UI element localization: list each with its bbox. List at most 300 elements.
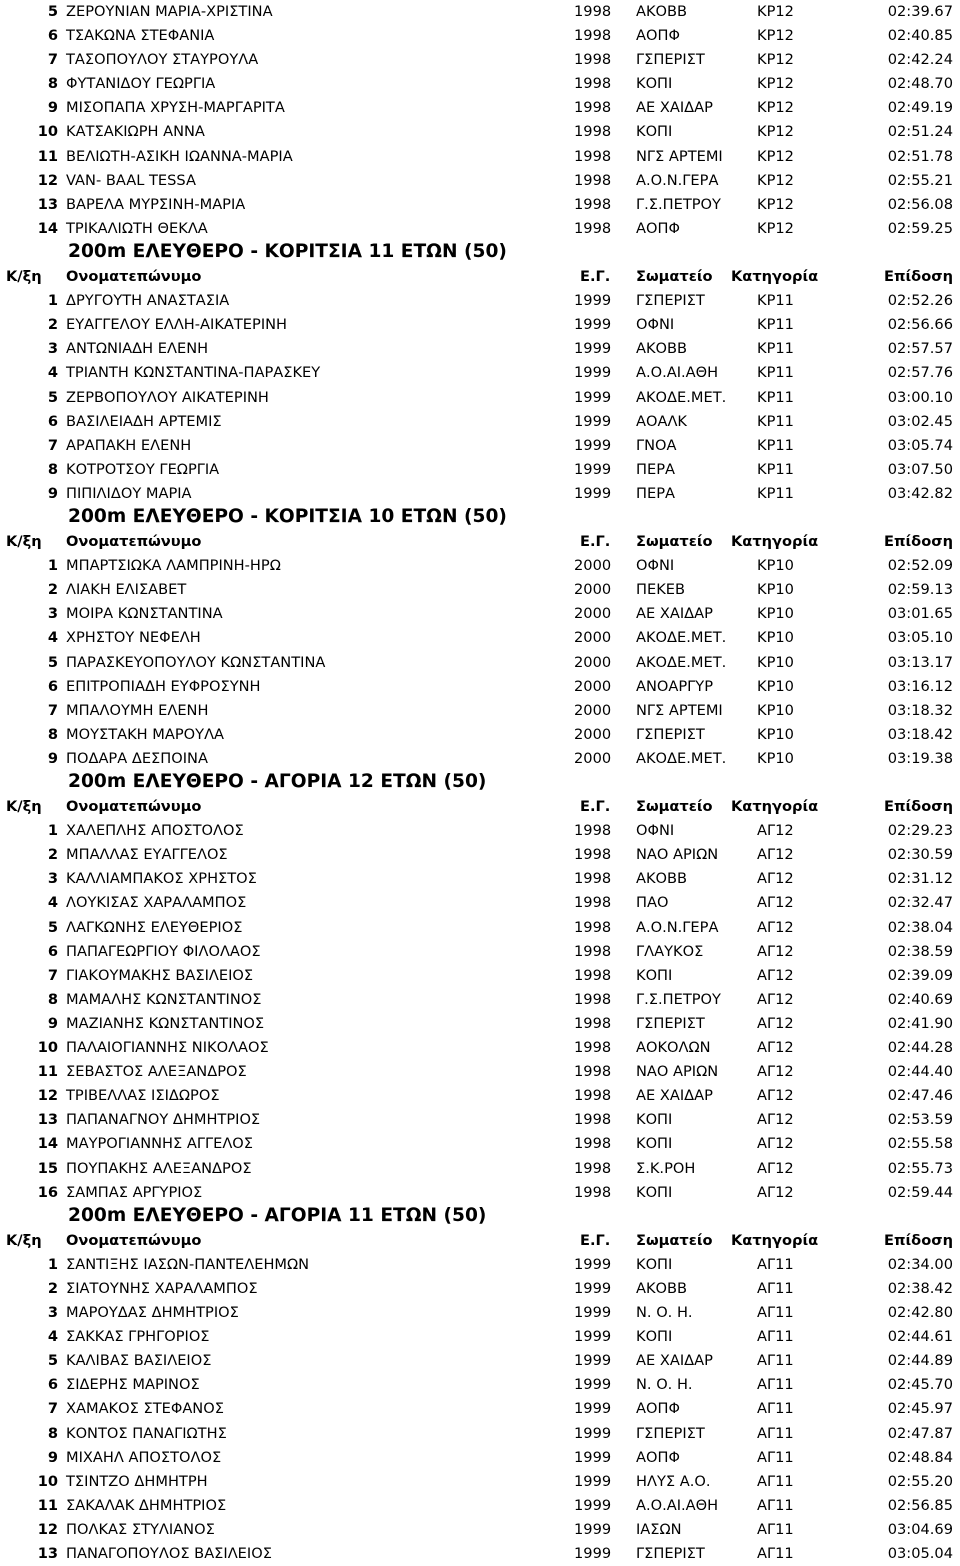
birth-year: 1999 (574, 436, 612, 454)
swim-time: 02:32.47 (887, 894, 953, 912)
swim-time: 02:48.70 (887, 75, 953, 93)
category-cell: ΑΓ12 (757, 822, 794, 840)
column-header-row (0, 1229, 960, 1253)
birth-year: 1998 (574, 123, 612, 141)
result-row (0, 964, 960, 988)
rank-cell: 7 (47, 436, 58, 454)
birth-year: 2000 (574, 605, 612, 623)
category-cell: ΑΓ11 (757, 1424, 794, 1442)
result-row (0, 1036, 960, 1060)
athlete-name: ΣΑΚΚΑΣ ΓΡΗΓΟΡΙΟΣ (66, 1328, 210, 1346)
rank-cell: 6 (47, 27, 58, 45)
category-cell: ΑΓ12 (757, 1039, 794, 1057)
athlete-name: ΚΑΤΣΑΚΙΩΡΗ ΑΝΝΑ (66, 123, 205, 141)
category-cell: ΚΡ11 (757, 484, 794, 502)
rank-cell: 10 (37, 1039, 58, 1057)
athlete-name: ΜΑΜΑΛΗΣ ΚΩΝΣΤΑΝΤΙΝΟΣ (66, 990, 262, 1008)
birth-year: 2000 (574, 701, 612, 719)
club-name: Σ.Κ.ΡΟΗ (636, 1159, 696, 1177)
club-name: ΝΑΟ ΑΡΙΩΝ (636, 846, 719, 864)
birth-year: 2000 (574, 725, 612, 743)
rank-cell: 10 (37, 1472, 58, 1490)
category-cell: ΚΡ12 (757, 219, 794, 237)
club-name: ΙΑΣΩΝ (636, 1520, 682, 1538)
athlete-name: ΒΑΡΕΛΑ ΜΥΡΣΙΝΗ-ΜΑΡΙΑ (66, 195, 246, 213)
athlete-name: ΤΑΣΟΠΟΥΛΟΥ ΣΤΑΥΡΟΥΛΑ (66, 51, 259, 69)
rank-cell: 9 (47, 749, 58, 767)
athlete-name: ΜΑΡΟΥΔΑΣ ΔΗΜΗΤΡΙΟΣ (66, 1304, 239, 1322)
athlete-name: ΣΙΔΕΡΗΣ ΜΑΡΙΝΟΣ (66, 1376, 200, 1394)
category-cell: ΑΓ11 (757, 1328, 794, 1346)
birth-year: 1999 (574, 1328, 612, 1346)
athlete-name: ΜΠΑΛΟΥΜΗ ΕΛΕΝΗ (66, 701, 209, 719)
result-row (0, 1349, 960, 1373)
rank-cell: 6 (47, 412, 58, 430)
result-row (0, 289, 960, 313)
category-cell: ΚΡ12 (757, 27, 794, 45)
category-cell: ΑΓ11 (757, 1304, 794, 1322)
athlete-name: ΔΡΥΓΟΥΤΗ ΑΝΑΣΤΑΣΙΑ (66, 292, 230, 310)
swim-time: 03:05.74 (887, 436, 953, 454)
swim-time: 03:18.32 (887, 701, 953, 719)
swim-time: 02:47.87 (887, 1424, 953, 1442)
swim-time: 02:40.85 (887, 27, 953, 45)
result-row (0, 193, 960, 217)
birth-year: 2000 (574, 629, 612, 647)
swim-time: 02:45.97 (887, 1400, 953, 1418)
category-cell: ΑΓ12 (757, 894, 794, 912)
athlete-name: ΠΑΛΑΙΟΓΙΑΝΝΗΣ ΝΙΚΟΛΑΟΣ (66, 1039, 269, 1057)
birth-year: 1999 (574, 1545, 612, 1562)
club-name: ΑΚΟΔΕ.ΜΕΤ. (636, 629, 727, 647)
result-row (0, 169, 960, 193)
athlete-name: ΜΑΥΡΟΓΙΑΝΝΗΣ ΑΓΓΕΛΟΣ (66, 1135, 254, 1153)
result-row (0, 1157, 960, 1181)
athlete-name: VAN- BAAL TESSA (66, 171, 196, 189)
result-row (0, 1181, 960, 1205)
athlete-name: ΑΡΑΠΑΚΗ ΕΛΕΝΗ (66, 436, 192, 454)
rank-cell: 14 (37, 1135, 58, 1153)
results-section (0, 506, 960, 771)
birth-year: 1998 (574, 1039, 612, 1057)
athlete-name: ΤΡΙΒΕΛΛΑΣ ΙΣΙΔΩΡΟΣ (66, 1087, 220, 1105)
birth-year: 2000 (574, 581, 612, 599)
name-header: Ονοματεπώνυμο (66, 798, 202, 816)
result-row (0, 72, 960, 96)
birth-year: 1998 (574, 195, 612, 213)
athlete-name: ΣΑΚΑΛΑΚ ΔΗΜΗΤΡΙΟΣ (66, 1496, 227, 1514)
category-cell: ΚΡ10 (757, 629, 794, 647)
category-cell: ΚΡ10 (757, 725, 794, 743)
athlete-name: ΖΕΡΟΥΝΙΑΝ ΜΑΡΙΑ-ΧΡΙΣΤΙΝΑ (66, 3, 273, 20)
result-row (0, 626, 960, 650)
swim-time: 02:40.69 (887, 990, 953, 1008)
athlete-name: ΦΥΤΑΝΙΔΟΥ ΓΕΩΡΓΙΑ (66, 75, 216, 93)
name-header: Ονοματεπώνυμο (66, 533, 202, 551)
birth-year: 1998 (574, 1063, 612, 1081)
athlete-name: ΕΥΑΓΓΕΛΟΥ ΕΛΛΗ-ΑΙΚΑΤΕΡΙΝΗ (66, 316, 288, 334)
athlete-name: ΠΟΥΠΑΚΗΣ ΑΛΕΞΑΝΔΡΟΣ (66, 1159, 252, 1177)
athlete-name: ΜΑΖΙΑΝΗΣ ΚΩΝΣΤΑΝΤΙΝΟΣ (66, 1014, 265, 1032)
result-row (0, 554, 960, 578)
birth-year: 1998 (574, 219, 612, 237)
event-title: 200m ΕΛΕΥΘΕΡΟ - ΑΓΟΡΙΑ 11 ΕΤΩΝ (50) (68, 1204, 487, 1226)
club-name: Ν. Ο. Η. (636, 1304, 693, 1322)
section-title (0, 241, 960, 265)
rank-cell: 8 (47, 1424, 58, 1442)
category-cell: ΚΡ10 (757, 557, 794, 575)
birth-year: 2000 (574, 749, 612, 767)
result-row (0, 1542, 960, 1566)
category-cell: ΚΡ10 (757, 749, 794, 767)
category-cell: ΑΓ12 (757, 1111, 794, 1129)
athlete-name: ΤΣΙΝΤΖΟ ΔΗΜΗΤΡΗ (66, 1472, 208, 1490)
birth-year: 1999 (574, 1472, 612, 1490)
swim-time: 03:18.42 (887, 725, 953, 743)
birth-year: 1998 (574, 1183, 612, 1201)
athlete-name: ΧΑΛΕΠΛΗΣ ΑΠΟΣΤΟΛΟΣ (66, 822, 244, 840)
category-cell: ΑΓ11 (757, 1255, 794, 1273)
rank-cell: 12 (37, 171, 58, 189)
club-name: ΑΚΟΒΒ (636, 870, 688, 888)
category-cell: ΚΡ11 (757, 364, 794, 382)
category-cell: ΑΓ11 (757, 1496, 794, 1514)
swim-time: 02:38.04 (887, 918, 953, 936)
swim-time: 02:51.24 (887, 123, 953, 141)
birth-year: 1998 (574, 171, 612, 189)
result-row (0, 1084, 960, 1108)
club-name: Α.Ο.Ν.ΓΕΡΑ (636, 918, 719, 936)
birth-year: 2000 (574, 557, 612, 575)
swim-time: 02:29.23 (887, 822, 953, 840)
birth-year: 1999 (574, 1376, 612, 1394)
rank-cell: 8 (47, 460, 58, 478)
athlete-name: ΚΟΝΤΟΣ ΠΑΝΑΓΙΩΤΗΣ (66, 1424, 227, 1442)
swim-time: 02:59.44 (887, 1183, 953, 1201)
athlete-name: ΛΙΑΚΗ ΕΛΙΣΑΒΕΤ (66, 581, 187, 599)
swim-time: 02:42.24 (887, 51, 953, 69)
result-row (0, 1446, 960, 1470)
athlete-name: ΤΡΙΚΑΛΙΩΤΗ ΘΕΚΛΑ (66, 219, 208, 237)
category-cell: ΚΡ12 (757, 51, 794, 69)
category-cell: ΑΓ11 (757, 1448, 794, 1466)
results-section (0, 1205, 960, 1566)
rank-cell: 5 (47, 918, 58, 936)
club-name: ΠΕΡΑ (636, 484, 675, 502)
result-row (0, 988, 960, 1012)
rank-cell: 5 (47, 1352, 58, 1370)
birth-year: 1998 (574, 894, 612, 912)
birth-year: 1998 (574, 846, 612, 864)
result-row (0, 1253, 960, 1277)
club-name: ΓΣΠΕΡΙΣΤ (636, 1424, 705, 1442)
club-name: ΟΦΝΙ (636, 557, 675, 575)
birth-year: 1998 (574, 3, 612, 20)
category-cell: ΚΡ11 (757, 412, 794, 430)
swim-time: 03:07.50 (887, 460, 953, 478)
birth-year: 1998 (574, 1087, 612, 1105)
category-cell: ΚΡ12 (757, 171, 794, 189)
club-name: ΓΣΠΕΡΙΣΤ (636, 725, 705, 743)
birth-year: 1999 (574, 1400, 612, 1418)
rank-cell: 2 (47, 316, 58, 334)
result-row (0, 1060, 960, 1084)
category-cell: ΚΡ10 (757, 653, 794, 671)
birth-year: 1999 (574, 1520, 612, 1538)
birth-year: 1999 (574, 340, 612, 358)
rank-cell: 3 (47, 340, 58, 358)
club-name: ΓΝΟΑ (636, 436, 677, 454)
swim-time: 03:05.10 (887, 629, 953, 647)
club-name: ΑΟΑΛΚ (636, 412, 688, 430)
athlete-name: ΧΡΗΣΤΟΥ ΝΕΦΕΛΗ (66, 629, 201, 647)
athlete-name: ΠΟΛΚΑΣ ΣΤΥΛΙΑΝΟΣ (66, 1520, 215, 1538)
birth-year: 1999 (574, 292, 612, 310)
birth-year: 1999 (574, 1304, 612, 1322)
birth-year: 1998 (574, 147, 612, 165)
result-row (0, 313, 960, 337)
athlete-name: ΒΑΣΙΛΕΙΑΔΗ ΑΡΤΕΜΙΣ (66, 412, 222, 430)
club-name: ΠΕΡΑ (636, 460, 675, 478)
result-row (0, 458, 960, 482)
athlete-name: ΖΕΡΒΟΠΟΥΛΟΥ ΑΙΚΑΤΕΡΙΝΗ (66, 388, 269, 406)
club-name: ΓΛΑΥΚΟΣ (636, 942, 704, 960)
rank-header: Κ/ξη (6, 1231, 42, 1249)
club-name: ΟΦΝΙ (636, 822, 675, 840)
category-header: Κατηγορία (731, 268, 819, 286)
result-row (0, 1325, 960, 1349)
birth-year: 1998 (574, 870, 612, 888)
athlete-name: ΠΑΡΑΣΚΕΥΟΠΟΥΛΟΥ ΚΩΝΣΤΑΝΤΙΝΑ (66, 653, 326, 671)
birth-year: 1998 (574, 966, 612, 984)
category-cell: ΑΓ12 (757, 990, 794, 1008)
rank-header: Κ/ξη (6, 268, 42, 286)
section-title (0, 1205, 960, 1229)
result-row (0, 747, 960, 771)
category-cell: ΚΡ11 (757, 316, 794, 334)
column-header-row (0, 265, 960, 289)
result-row (0, 1518, 960, 1542)
club-name: Γ.Σ.ΠΕΤΡΟΥ (636, 990, 721, 1008)
result-row (0, 482, 960, 506)
club-name: ΑΕ ΧΑΙΔΑΡ (636, 1087, 713, 1105)
category-header: Κατηγορία (731, 533, 819, 551)
club-name: ΓΣΠΕΡΙΣΤ (636, 1545, 705, 1562)
birth-year: 2000 (574, 677, 612, 695)
birth-year: 1999 (574, 1352, 612, 1370)
category-cell: ΑΓ11 (757, 1279, 794, 1297)
club-name: ΑΚΟΔΕ.ΜΕΤ. (636, 653, 727, 671)
rank-cell: 5 (47, 653, 58, 671)
swim-time: 02:55.73 (887, 1159, 953, 1177)
result-row (0, 1494, 960, 1518)
club-name: ΑΕ ΧΑΙΔΑΡ (636, 1352, 713, 1370)
rank-cell: 1 (47, 822, 58, 840)
club-name: ΚΟΠΙ (636, 966, 673, 984)
club-header: Σωματείο (636, 798, 713, 816)
rank-cell: 15 (37, 1159, 58, 1177)
rank-cell: 5 (47, 388, 58, 406)
swim-time: 02:57.57 (887, 340, 953, 358)
club-name: ΑΟΚΟΛΩΝ (636, 1039, 711, 1057)
swim-time: 02:56.08 (887, 195, 953, 213)
rank-cell: 3 (47, 1304, 58, 1322)
category-header: Κατηγορία (731, 1231, 819, 1249)
rank-cell: 14 (37, 219, 58, 237)
club-name: ΓΣΠΕΡΙΣΤ (636, 51, 705, 69)
result-row (0, 434, 960, 458)
category-cell: ΚΡ12 (757, 75, 794, 93)
event-title: 200m ΕΛΕΥΘΕΡΟ - ΚΟΡΙΤΣΙΑ 10 ΕΤΩΝ (50) (68, 505, 507, 527)
event-title: 200m ΕΛΕΥΘΕΡΟ - ΑΓΟΡΙΑ 12 ΕΤΩΝ (50) (68, 771, 487, 792)
result-row (0, 337, 960, 361)
athlete-name: ΚΑΛΙΒΑΣ ΒΑΣΙΛΕΙΟΣ (66, 1352, 212, 1370)
club-name: ΑΚΟΔΕ.ΜΕΤ. (636, 749, 727, 767)
result-row (0, 217, 960, 241)
club-name: Α.Ο.ΑΙ.ΑΘΗ (636, 364, 719, 382)
swim-time: 02:51.78 (887, 147, 953, 165)
club-name: ΓΣΠΕΡΙΣΤ (636, 1014, 705, 1032)
club-name: ΓΣΠΕΡΙΣΤ (636, 292, 705, 310)
category-cell: ΚΡ12 (757, 147, 794, 165)
athlete-name: ΚΑΛΛΙΑΜΠΑΚΟΣ ΧΡΗΣΤΟΣ (66, 870, 257, 888)
time-header: Επίδοση (883, 1231, 953, 1249)
swim-time: 02:44.61 (887, 1328, 953, 1346)
section-title (0, 771, 960, 795)
birth-year: 1998 (574, 1159, 612, 1177)
rank-cell: 9 (47, 484, 58, 502)
swim-time: 02:34.00 (887, 1255, 953, 1273)
category-cell: ΑΓ11 (757, 1376, 794, 1394)
athlete-name: ΜΙΧΑΗΛ ΑΠΟΣΤΟΛΟΣ (66, 1448, 222, 1466)
rank-cell: 2 (47, 1279, 58, 1297)
category-cell: ΑΓ12 (757, 846, 794, 864)
rank-cell: 11 (37, 1496, 58, 1514)
rank-header: Κ/ξη (6, 533, 42, 551)
category-cell: ΚΡ12 (757, 123, 794, 141)
club-name: Γ.Σ.ΠΕΤΡΟΥ (636, 195, 721, 213)
swim-time: 02:41.90 (887, 1014, 953, 1032)
result-row (0, 891, 960, 915)
category-cell: ΚΡ12 (757, 3, 794, 20)
category-cell: ΚΡ10 (757, 701, 794, 719)
club-name: ΑΚΟΒΒ (636, 1279, 688, 1297)
athlete-name: ΣΑΝΤΙΞΗΣ ΙΑΣΩΝ-ΠΑΝΤΕΛΕΗΜΩΝ (66, 1255, 310, 1273)
result-row (0, 1277, 960, 1301)
category-cell: ΑΓ12 (757, 870, 794, 888)
athlete-name: ΠΑΠΑΓΕΩΡΓΙΟΥ ΦΙΛΟΛΑΟΣ (66, 942, 261, 960)
swim-time: 02:48.84 (887, 1448, 953, 1466)
swim-time: 02:55.21 (887, 171, 953, 189)
rank-cell: 4 (47, 629, 58, 647)
club-name: ΑΚΟΔΕ.ΜΕΤ. (636, 388, 727, 406)
birth-year: 1998 (574, 822, 612, 840)
swim-time: 02:44.89 (887, 1352, 953, 1370)
club-name: ΚΟΠΙ (636, 123, 673, 141)
rank-cell: 2 (47, 846, 58, 864)
club-name: ΚΟΠΙ (636, 1135, 673, 1153)
rank-cell: 13 (37, 1545, 58, 1562)
club-name: Α.Ο.ΑΙ.ΑΘΗ (636, 1496, 719, 1514)
swim-time: 02:44.40 (887, 1063, 953, 1081)
result-row (0, 120, 960, 144)
category-cell: ΚΡ11 (757, 436, 794, 454)
rank-cell: 5 (47, 3, 58, 20)
club-name: Ν. Ο. Η. (636, 1376, 693, 1394)
swim-time: 03:42.82 (887, 484, 953, 502)
rank-cell: 1 (47, 1255, 58, 1273)
rank-cell: 1 (47, 557, 58, 575)
club-name: ΑΚΟΒΒ (636, 340, 688, 358)
swim-time: 02:56.85 (887, 1496, 953, 1514)
rank-cell: 13 (37, 195, 58, 213)
swim-time: 02:52.26 (887, 292, 953, 310)
section-title (0, 506, 960, 530)
result-row (0, 578, 960, 602)
athlete-name: ΜΟΥΣΤΑΚΗ ΜΑΡΟΥΛΑ (66, 725, 225, 743)
results-section (0, 241, 960, 506)
athlete-name: ΛΟΥΚΙΣΑΣ ΧΑΡΑΛΑΜΠΟΣ (66, 894, 247, 912)
category-cell: ΑΓ12 (757, 1014, 794, 1032)
swim-time: 02:39.67 (887, 3, 953, 20)
club-name: ΑΟΠΦ (636, 27, 680, 45)
category-cell: ΚΡ11 (757, 388, 794, 406)
category-header: Κατηγορία (731, 798, 819, 816)
swim-time: 03:05.04 (887, 1545, 953, 1562)
athlete-name: ΜΙΣΟΠΑΠΑ ΧΡΥΣΗ-ΜΑΡΓΑΡΙΤΑ (66, 99, 285, 117)
club-name: ΑΟΠΦ (636, 219, 680, 237)
athlete-name: ΠΟΔΑΡΑ ΔΕΣΠΟΙΝΑ (66, 749, 208, 767)
rank-cell: 4 (47, 1328, 58, 1346)
club-header: Σωματείο (636, 268, 713, 286)
rank-cell: 11 (37, 1063, 58, 1081)
swim-time: 02:42.80 (887, 1304, 953, 1322)
result-row (0, 651, 960, 675)
rank-cell: 16 (37, 1183, 58, 1201)
category-cell: ΚΡ11 (757, 292, 794, 310)
result-row (0, 1470, 960, 1494)
category-cell: ΑΓ12 (757, 966, 794, 984)
category-cell: ΑΓ12 (757, 1183, 794, 1201)
birth-year: 1998 (574, 51, 612, 69)
result-row (0, 1422, 960, 1446)
birth-year: 1998 (574, 1111, 612, 1129)
rank-cell: 3 (47, 605, 58, 623)
athlete-name: ΠΙΠΙΛΙΔΟΥ ΜΑΡΙΑ (66, 484, 192, 502)
athlete-name: ΑΝΤΩΝΙΑΔΗ ΕΛΕΝΗ (66, 340, 209, 358)
athlete-name: ΠΑΠΑΝΑΓΝΟΥ ΔΗΜΗΤΡΙΟΣ (66, 1111, 261, 1129)
swim-time: 02:57.76 (887, 364, 953, 382)
year-header: Ε.Γ. (580, 268, 611, 286)
athlete-name: ΧΑΜΑΚΟΣ ΣΤΕΦΑΝΟΣ (66, 1400, 224, 1418)
club-name: ΚΟΠΙ (636, 1183, 673, 1201)
club-name: ΚΟΠΙ (636, 1111, 673, 1129)
category-cell: ΚΡ10 (757, 677, 794, 695)
club-name: ΑΟΠΦ (636, 1400, 680, 1418)
club-name: Α.Ο.Ν.ΓΕΡΑ (636, 171, 719, 189)
birth-year: 1998 (574, 1014, 612, 1032)
club-name: ΝΑΟ ΑΡΙΩΝ (636, 1063, 719, 1081)
swim-time: 02:59.25 (887, 219, 953, 237)
name-header: Ονοματεπώνυμο (66, 268, 202, 286)
rank-cell: 12 (37, 1520, 58, 1538)
result-row (0, 386, 960, 410)
club-header: Σωματείο (636, 1231, 713, 1249)
birth-year: 1999 (574, 1255, 612, 1273)
swim-time: 02:59.13 (887, 581, 953, 599)
birth-year: 1998 (574, 1135, 612, 1153)
rank-cell: 8 (47, 75, 58, 93)
